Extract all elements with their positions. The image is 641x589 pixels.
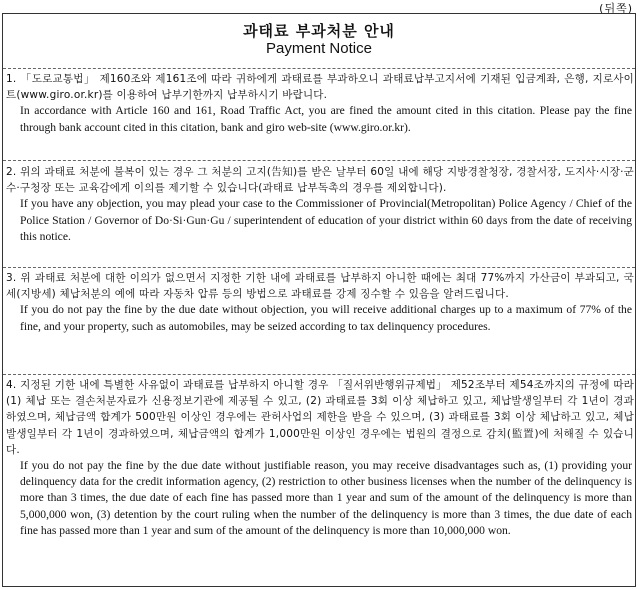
section-4-english: If you do not pay the fine by the due date without justifiable reason, you may receive disadvantages such as, (1) providing your delinquency data for the credit information agency, (2) restriction to other business licenses when the number of the delinquency is more than 3 times, the due date of each fine has passed more than 1 year and sum of the amount of the delinquency is more than 5,000,000 won, (3) detention by the court ruling when the number of the delinquency is more than 3 times, the due date of each fine has passed more than 1 year and sum of the amount of the delinquency is more than 10,000,000 won. [20, 459, 632, 537]
back-side-label: (뒤쪽) [599, 2, 633, 15]
section-2-english: If you have any objection, you may plead your case to the Commissioner of Provincial(Metropolitan) Police Agency / Chief of the Police Station / Governor of Do·Si·Gun·Gu / superintendent of education of your district within 60 days from the date of receiving this notice. [20, 197, 632, 243]
divider [3, 68, 635, 69]
section-2-korean: 2. 위의 과태료 처분에 불복이 있는 경우 그 처분의 고지(告知)를 받은 날부터 60일 내에 해당 지방경찰청장, 경찰서장, 도지사·시장·군수·구청장 또는 교육감에게 이의를 제기할 수 있습니다(과태료 납부독촉의 경우를 제외합니다). [6, 166, 634, 195]
section-4-korean: 4. 지정된 기한 내에 특별한 사유없이 과태료를 납부하지 아니할 경우 「질서위반행위규제법」 제52조부터 제54조까지의 규정에 따라 (1) 체납 또는 결손처분자료가 신용정보기관에 제공될 수 있고, (2) 과태료를 3회 이상 체납하고 있고, 체납발생일부터 각 1년이 경과하였으며, 체납금액 합계가 500만원 이상인 경우에는 관허사업의 제한을 받을 수 있으며, (3) 과태료를 3회 이상 체납하고 있고, 체납발생일부터 각 1년이 경과하였으며, 체납금액의 합계가 1,000만원 이상인 경우에는 법원의 결정으로 감치(監置)에 처해질 수 있습니다. [6, 379, 634, 456]
notice-section-4 [6, 377, 634, 539]
notice-section-1 [6, 71, 634, 136]
notice-section-2 [6, 164, 634, 245]
section-1-korean: 1. 「도로교통법」 제160조와 제161조에 따라 귀하에게 과태료를 부과하오니 과태료납부고지서에 기재된 입금계좌, 은행, 지로사이트(www.giro.or.kr)를 이용하여 납부기한까지 납부하시기 바랍니다. [6, 73, 634, 102]
section-1-english: In accordance with Article 160 and 161, Road Traffic Act, you are fined the amount cited in this citation. Please pay the fine through bank account cited in this citation, bank and giro web-site (www.giro.or.kr). [20, 104, 632, 134]
title-korean: 과태료 부과처분 안내 [243, 22, 395, 40]
section-3-english: If you do not pay the fine by the due date without objection, you will receive additional charges up to a maximum of 77% of the fine, and your property, such as automobiles, may be seized according to tax delinquency procedures. [20, 303, 632, 333]
divider [3, 374, 635, 375]
divider [3, 267, 635, 268]
notice-box [2, 13, 636, 587]
divider [3, 160, 635, 161]
notice-section-3 [6, 270, 634, 335]
section-3-korean: 3. 위 과태료 처분에 대한 이의가 없으면서 지정한 기한 내에 과태료를 납부하지 아니한 때에는 최대 77%까지 가산금이 부과되고, 국세(지방세) 체납처분의 예에 따라 자동차 압류 등의 방법으로 과태료를 강제 징수할 수 있음을 알려드립니다. [6, 272, 634, 301]
title-english: Payment Notice [266, 40, 372, 57]
